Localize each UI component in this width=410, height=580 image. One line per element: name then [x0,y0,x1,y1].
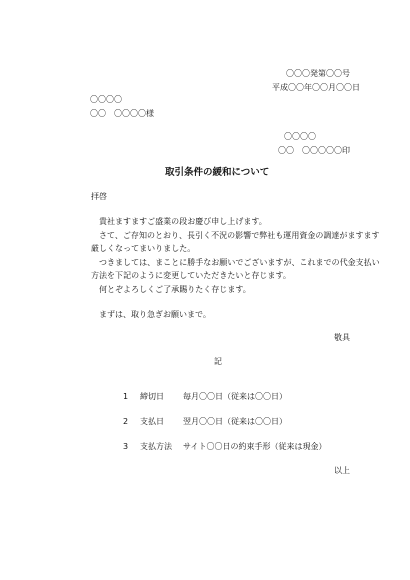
list-item [123,393,128,401]
item-value: 翌月〇〇日（従来は〇〇日） [183,417,287,426]
body-line: 方法を下記のように変更していただきたいと存じます。 [91,271,291,280]
salutation: 拝啓 [91,192,107,201]
item-label: 締切日 [140,392,164,401]
document-date: 平成〇〇年〇〇月〇〇日 [272,83,360,92]
item-number: 1 [123,392,129,401]
complimentary-close: 敬具 [334,333,350,342]
closing-request: まずは、取り急ぎお願いまで。 [99,310,211,319]
sender-name: 〇〇 〇〇〇〇〇印 [278,146,350,155]
body-line: さて、ご存知のとおり、長引く不況の影響で弊社も運用資金の調達がますます [99,231,380,240]
item-value: 毎月〇〇日（従来は〇〇日） [183,392,287,401]
recipient-company: 〇〇〇〇 [90,95,122,104]
item-label: 支払方法 [140,442,172,451]
item-number: 2 [123,417,129,426]
recipient-name: 〇〇 〇〇〇〇様 [90,109,154,118]
body-line: 貴社ますますご盛業の段お慶び申し上げます。 [99,217,267,226]
list-item [123,418,128,426]
ki-heading: 記 [214,357,222,366]
document-title: 取引条件の緩和について [165,167,270,178]
item-number: 3 [123,442,129,451]
item-value: サイト〇〇日の約束手形（従来は現金） [183,442,327,451]
body-line: 何とぞよろしくご了承賜りたく存じます。 [99,285,251,294]
body-line: 厳しくなってまいりました。 [91,244,196,253]
list-item [123,443,128,451]
item-label: 支払日 [140,417,164,426]
body-line: つきましては、まことに勝手なお願いでございますが、これまでの代金支払い [99,258,380,267]
document-number: 〇〇〇発第〇〇号 [286,69,350,78]
end-mark: 以上 [334,466,350,475]
sender-company: 〇〇〇〇 [284,132,316,141]
